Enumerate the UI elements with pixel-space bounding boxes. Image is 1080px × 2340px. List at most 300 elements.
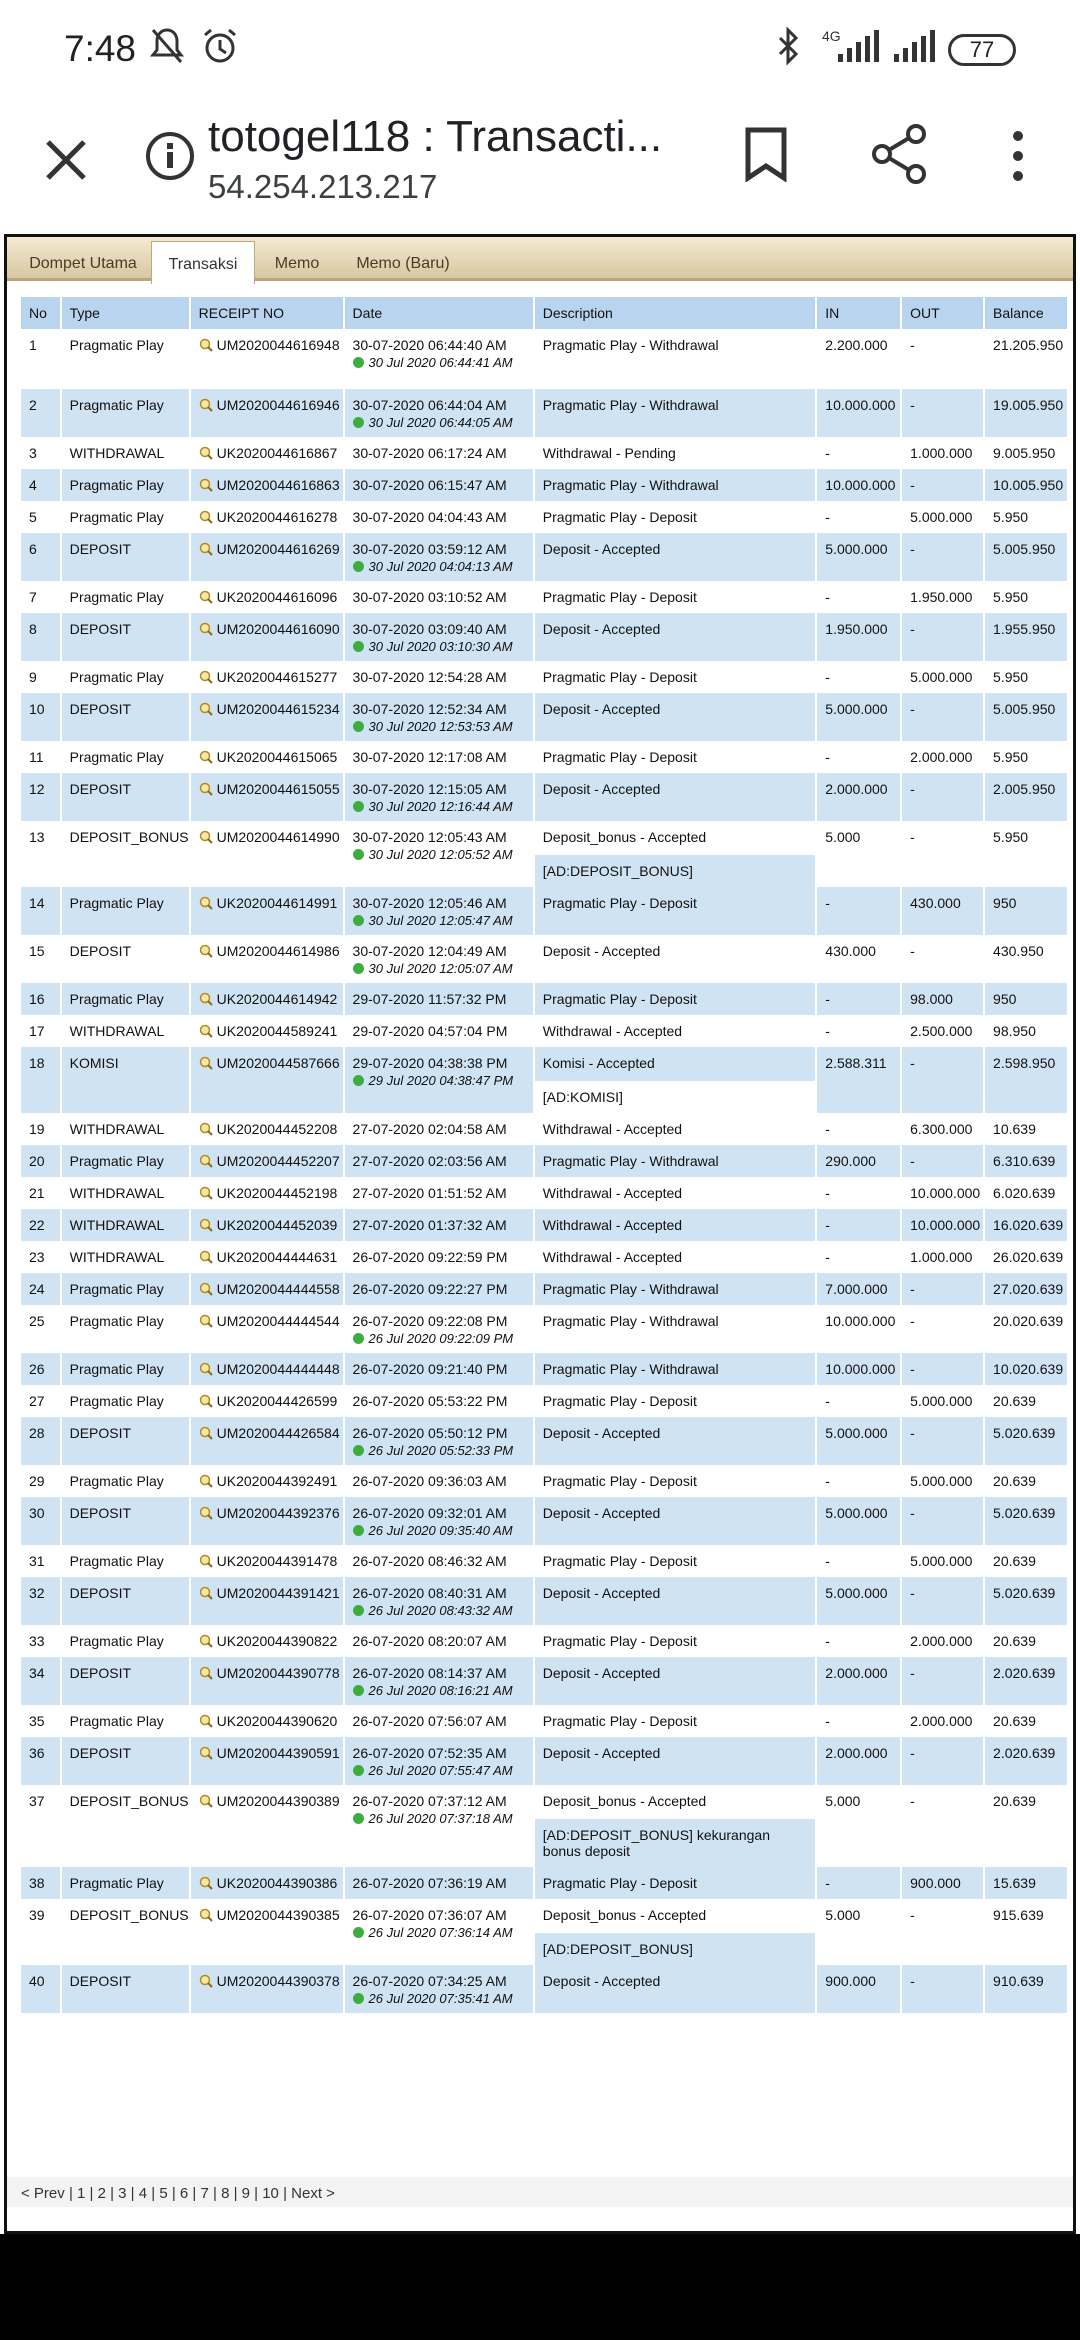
cell-date (344, 1497, 534, 1545)
processed-date-text: 26 Jul 2020 09:22:09 PM (368, 1331, 514, 1346)
receipt-no[interactable]: UM2020044452207 (216, 1153, 340, 1169)
tab-dompet-utama[interactable]: Dompet Utama (29, 255, 137, 272)
cell-balance: 5.020.639 (984, 1497, 1068, 1545)
cell-date (344, 1899, 534, 1965)
cell-balance: 5.020.639 (984, 1577, 1068, 1625)
receipt-no[interactable]: UM2020044615234 (216, 701, 340, 717)
receipt-no[interactable]: UM2020044391421 (216, 1585, 340, 1601)
table-row (21, 983, 1068, 1015)
cell-description (534, 661, 817, 693)
cell-out: - (901, 1785, 984, 1867)
cell-in: 2.000.000 (816, 773, 901, 821)
cell-type: Pragmatic Play (61, 1705, 190, 1737)
magnifier-icon[interactable] (199, 830, 213, 844)
cell-balance: 15.639 (984, 1867, 1068, 1899)
cell-in: - (816, 437, 901, 469)
status-dot-icon (353, 721, 364, 732)
receipt-no[interactable]: UK2020044452039 (216, 1217, 338, 1233)
magnifier-icon[interactable] (199, 1746, 213, 1760)
processed-date-text: 30 Jul 2020 12:16:44 AM (368, 799, 513, 814)
magnifier-icon[interactable] (199, 1876, 213, 1890)
magnifier-icon[interactable] (199, 1634, 213, 1648)
cell-in: - (816, 983, 901, 1015)
tab-bar (7, 237, 1073, 281)
cell-no: 37 (21, 1785, 61, 1867)
cell-type: Pragmatic Play (61, 1305, 190, 1353)
cell-out: 900.000 (901, 1867, 984, 1899)
cell-receipt[interactable] (190, 1385, 344, 1417)
cell-no: 4 (21, 469, 61, 501)
receipt-no[interactable]: UM2020044616948 (216, 337, 340, 353)
processed-date-text: 29 Jul 2020 04:38:47 PM (368, 1073, 514, 1088)
cell-receipt[interactable] (190, 533, 344, 581)
cell-type: DEPOSIT (61, 613, 190, 661)
cell-balance: 5.950 (984, 661, 1068, 693)
cell-type: DEPOSIT (61, 1497, 190, 1545)
magnifier-icon[interactable] (199, 1186, 213, 1200)
receipt-no[interactable]: UK2020044616278 (216, 509, 338, 525)
magnifier-icon[interactable] (199, 1794, 213, 1808)
cell-out: - (901, 1577, 984, 1625)
cell-receipt[interactable] (190, 469, 344, 501)
cell-in: 5.000 (816, 821, 901, 887)
receipt-no[interactable]: UK2020044452198 (216, 1185, 338, 1201)
cell-no: 7 (21, 581, 61, 613)
processed-date-text: 26 Jul 2020 05:52:33 PM (368, 1443, 514, 1458)
receipt-no[interactable]: UM2020044614986 (216, 943, 340, 959)
date: 30-07-2020 03:59:12 AM (352, 541, 507, 557)
cell-receipt[interactable] (190, 1209, 344, 1241)
status-time: 7:48 (64, 28, 137, 69)
cell-description (534, 1241, 817, 1273)
receipt-no[interactable]: UK2020044426599 (216, 1393, 338, 1409)
cell-in: 2.200.000 (816, 329, 901, 389)
date: 30-07-2020 03:09:40 AM (352, 621, 507, 637)
magnifier-icon[interactable] (199, 1666, 213, 1680)
cell-receipt[interactable] (190, 1241, 344, 1273)
table-row (21, 1545, 1068, 1577)
cell-receipt[interactable] (190, 1867, 344, 1899)
cell-receipt[interactable] (190, 1305, 344, 1353)
cell-receipt[interactable] (190, 1625, 344, 1657)
cell-in: 900.000 (816, 1965, 901, 2013)
cell-receipt[interactable] (190, 1145, 344, 1177)
processed-date (353, 559, 533, 574)
cell-no: 35 (21, 1705, 61, 1737)
magnifier-icon[interactable] (199, 1474, 213, 1488)
description: Pragmatic Play - Deposit (542, 1633, 697, 1649)
col-header-out: OUT (901, 297, 984, 329)
cell-balance: 19.005.950 (984, 389, 1068, 437)
page-link[interactable]: 6 (179, 2185, 189, 2202)
magnifier-icon[interactable] (199, 944, 213, 958)
cell-out: 430.000 (901, 887, 984, 935)
magnifier-icon[interactable] (199, 542, 213, 556)
cell-date (344, 1965, 534, 2013)
page-link[interactable]: 1 (77, 2185, 86, 2202)
prev-page-link[interactable]: < Prev (21, 2185, 65, 2202)
cell-out: - (901, 821, 984, 887)
receipt-no[interactable]: UM2020044390389 (216, 1793, 340, 1809)
status-dot-icon (353, 561, 364, 572)
tab-memo[interactable]: Memo (274, 255, 320, 272)
cell-in: - (816, 1625, 901, 1657)
cell-no: 26 (21, 1353, 61, 1385)
magnifier-icon[interactable] (199, 1394, 213, 1408)
cell-no: 21 (21, 1177, 61, 1209)
date: 29-07-2020 04:57:04 PM (352, 1023, 508, 1039)
magnifier-icon[interactable] (199, 446, 213, 460)
cell-description (534, 1737, 817, 1785)
cell-receipt[interactable] (190, 389, 344, 437)
magnifier-icon[interactable] (199, 1554, 213, 1568)
cell-date (344, 1273, 534, 1305)
page-url[interactable]: 54.254.213.217 (208, 168, 438, 205)
cell-no: 25 (21, 1305, 61, 1353)
bottom-area (0, 2234, 1080, 2340)
cell-receipt[interactable] (190, 887, 344, 935)
tab-memo-baru[interactable]: Memo (Baru) (356, 255, 450, 272)
receipt-no[interactable]: UK2020044391478 (216, 1553, 338, 1569)
description: Pragmatic Play - Deposit (542, 1553, 697, 1569)
cell-date (344, 613, 534, 661)
cell-out: - (901, 329, 984, 389)
date: 27-07-2020 02:04:58 AM (352, 1121, 507, 1137)
more-options-icon[interactable] (1010, 128, 1026, 184)
receipt-no[interactable]: UM2020044615055 (216, 781, 340, 797)
cell-out: - (901, 1965, 984, 2013)
network-type: 4G (822, 28, 841, 44)
status-dot-icon (353, 1605, 364, 1616)
processed-date-text: 26 Jul 2020 07:55:47 AM (368, 1763, 513, 1778)
table-row (21, 661, 1068, 693)
info-icon[interactable] (144, 130, 196, 182)
receipt-no[interactable]: UM2020044390378 (216, 1973, 340, 1989)
cell-receipt[interactable] (190, 1657, 344, 1705)
cell-no: 31 (21, 1545, 61, 1577)
cell-out: 1.000.000 (901, 437, 984, 469)
cell-receipt[interactable] (190, 1705, 344, 1737)
magnifier-icon[interactable] (199, 510, 213, 524)
page-link[interactable]: 10 (262, 2185, 279, 2202)
cell-balance: 910.639 (984, 1965, 1068, 2013)
cell-no: 33 (21, 1625, 61, 1657)
cell-no: 20 (21, 1145, 61, 1177)
cell-out: 98.000 (901, 983, 984, 1015)
magnifier-icon[interactable] (199, 896, 213, 910)
cell-receipt[interactable] (190, 1545, 344, 1577)
magnifier-icon[interactable] (199, 992, 213, 1006)
table-row (21, 1353, 1068, 1385)
processed-date-text: 26 Jul 2020 08:16:21 AM (368, 1683, 513, 1698)
cell-receipt[interactable] (190, 1273, 344, 1305)
processed-date-text: 30 Jul 2020 06:44:41 AM (368, 355, 513, 370)
cell-balance: 20.639 (984, 1625, 1068, 1657)
receipt-no[interactable]: UM2020044587666 (216, 1055, 340, 1071)
receipt-no[interactable]: UK2020044390822 (216, 1633, 338, 1649)
cell-type: DEPOSIT (61, 533, 190, 581)
cell-receipt[interactable] (190, 501, 344, 533)
magnifier-icon[interactable] (199, 338, 213, 352)
receipt-no[interactable]: UK2020044444631 (216, 1249, 338, 1265)
receipt-no[interactable]: UK2020044616867 (216, 445, 338, 461)
status-dot-icon (353, 1075, 364, 1086)
cell-out: - (901, 1737, 984, 1785)
date: 26-07-2020 09:22:27 PM (352, 1281, 508, 1297)
magnifier-icon[interactable] (199, 1122, 213, 1136)
magnifier-icon[interactable] (199, 1506, 213, 1520)
cell-receipt[interactable] (190, 983, 344, 1015)
cell-receipt[interactable] (190, 1899, 344, 1965)
table-row (21, 1145, 1068, 1177)
cell-receipt[interactable] (190, 1015, 344, 1047)
receipt-no[interactable]: UK2020044452208 (216, 1121, 338, 1137)
receipt-no[interactable]: UM2020044390778 (216, 1665, 340, 1681)
receipt-no[interactable]: UM2020044392376 (216, 1505, 340, 1521)
cell-out: 2.500.000 (901, 1015, 984, 1047)
receipt-no[interactable]: UK2020044589241 (216, 1023, 338, 1039)
battery-indicator (948, 34, 1016, 66)
receipt-no[interactable]: UK2020044392491 (216, 1473, 338, 1489)
receipt-no[interactable]: UM2020044614990 (216, 829, 340, 845)
magnifier-icon[interactable] (199, 1974, 213, 1988)
description-note: [AD:DEPOSIT_BONUS] (535, 1933, 818, 1965)
magnifier-icon[interactable] (199, 1586, 213, 1600)
date: 30-07-2020 12:05:43 AM (352, 829, 507, 845)
magnifier-icon[interactable] (199, 782, 213, 796)
cell-receipt[interactable] (190, 661, 344, 693)
status-dot-icon (353, 641, 364, 652)
cell-in: - (816, 661, 901, 693)
magnifier-icon[interactable] (199, 1250, 213, 1264)
cell-receipt[interactable] (190, 821, 344, 887)
table-row (21, 935, 1068, 983)
magnifier-icon[interactable] (199, 670, 213, 684)
page-link[interactable]: 9 (241, 2185, 250, 2202)
cell-date (344, 1047, 534, 1113)
cell-type: Pragmatic Play (61, 983, 190, 1015)
receipt-no[interactable]: UM2020044616269 (216, 541, 340, 557)
cell-receipt[interactable] (190, 1737, 344, 1785)
close-icon[interactable] (40, 134, 92, 186)
cell-in: - (816, 1465, 901, 1497)
cell-receipt[interactable] (190, 581, 344, 613)
cell-date (344, 581, 534, 613)
next-page-link[interactable]: Next > (291, 2185, 335, 2202)
cell-type: Pragmatic Play (61, 1545, 190, 1577)
processed-date (353, 1763, 533, 1778)
cell-receipt[interactable] (190, 1353, 344, 1385)
table-header (21, 297, 1068, 329)
tab-transaksi[interactable]: Transaksi (151, 241, 255, 284)
processed-date (353, 1073, 533, 1088)
cell-balance: 20.020.639 (984, 1305, 1068, 1353)
magnifier-icon[interactable] (199, 590, 213, 604)
description: Komisi - Accepted (542, 1055, 655, 1071)
cell-in: 5.000 (816, 1899, 901, 1965)
processed-date (353, 1331, 533, 1346)
receipt-no[interactable]: UK2020044390620 (216, 1713, 338, 1729)
cell-description (534, 773, 817, 821)
cell-balance: 20.639 (984, 1385, 1068, 1417)
date: 27-07-2020 01:37:32 AM (352, 1217, 507, 1233)
cell-receipt[interactable] (190, 1113, 344, 1145)
date: 30-07-2020 06:44:04 AM (352, 397, 507, 413)
cell-receipt[interactable] (190, 329, 344, 389)
cell-receipt[interactable] (190, 741, 344, 773)
page-link[interactable]: 3 (118, 2185, 127, 2202)
description: Deposit - Accepted (542, 701, 661, 717)
cell-balance: 950 (984, 887, 1068, 935)
cell-no: 15 (21, 935, 61, 983)
page-title: totogel118 : Transacti... (208, 112, 663, 161)
cell-in: 5.000 (816, 1785, 901, 1867)
cell-out: - (901, 613, 984, 661)
receipt-no[interactable]: UM2020044616946 (216, 397, 340, 413)
receipt-no[interactable]: UK2020044615277 (216, 669, 338, 685)
col-header-description: Description (534, 297, 817, 329)
cell-no: 13 (21, 821, 61, 887)
description: Withdrawal - Accepted (542, 1185, 683, 1201)
magnifier-icon[interactable] (199, 702, 213, 716)
cell-in: - (816, 1545, 901, 1577)
receipt-no[interactable]: UM2020044616090 (216, 621, 340, 637)
cell-type: Pragmatic Play (61, 389, 190, 437)
cell-no: 17 (21, 1015, 61, 1047)
cell-date (344, 1305, 534, 1353)
cell-receipt[interactable] (190, 1497, 344, 1545)
cell-receipt[interactable] (190, 1577, 344, 1625)
date: 26-07-2020 09:21:40 PM (352, 1361, 508, 1377)
magnifier-icon[interactable] (199, 622, 213, 636)
status-dot-icon (353, 357, 364, 368)
status-dot-icon (353, 963, 364, 974)
cell-in: 10.000.000 (816, 389, 901, 437)
table-row (21, 1385, 1068, 1417)
cell-receipt[interactable] (190, 935, 344, 983)
magnifier-icon[interactable] (199, 1024, 213, 1038)
description: Pragmatic Play - Deposit (542, 895, 697, 911)
receipt-no[interactable]: UM2020044426584 (216, 1425, 340, 1441)
page-link[interactable]: 7 (200, 2185, 209, 2202)
receipt-no[interactable]: UM2020044444544 (216, 1313, 340, 1329)
processed-date-text: 30 Jul 2020 12:05:52 AM (368, 847, 513, 862)
processed-date (353, 961, 533, 976)
magnifier-icon[interactable] (199, 398, 213, 412)
cell-receipt[interactable] (190, 693, 344, 741)
cell-out: - (901, 1305, 984, 1353)
description: Pragmatic Play - Withdrawal (542, 1153, 719, 1169)
magnifier-icon[interactable] (199, 1362, 213, 1376)
cell-description (534, 1657, 817, 1705)
cell-date (344, 661, 534, 693)
table-row (21, 1737, 1068, 1785)
receipt-no[interactable]: UM2020044390385 (216, 1907, 340, 1923)
cell-balance: 5.950 (984, 501, 1068, 533)
cell-no: 14 (21, 887, 61, 935)
receipt-no[interactable]: UK2020044615065 (216, 749, 338, 765)
receipt-no[interactable]: UK2020044616096 (216, 589, 338, 605)
cell-description (534, 1209, 817, 1241)
cell-receipt[interactable] (190, 1047, 344, 1113)
cell-receipt[interactable] (190, 1177, 344, 1209)
date: 26-07-2020 07:56:07 AM (352, 1713, 507, 1729)
cell-in: - (816, 1867, 901, 1899)
cell-balance: 20.639 (984, 1465, 1068, 1497)
magnifier-icon[interactable] (199, 750, 213, 764)
cell-date (344, 1145, 534, 1177)
cell-receipt[interactable] (190, 437, 344, 469)
page-link[interactable]: 4 (138, 2185, 148, 2202)
cell-type: Pragmatic Play (61, 1273, 190, 1305)
date: 29-07-2020 04:38:38 PM (352, 1055, 508, 1071)
cell-receipt[interactable] (190, 1785, 344, 1867)
cell-out: 2.000.000 (901, 1705, 984, 1737)
magnifier-icon[interactable] (199, 478, 213, 492)
description: Deposit - Accepted (542, 1973, 661, 1989)
bookmark-icon[interactable] (744, 126, 788, 182)
cell-receipt[interactable] (190, 773, 344, 821)
share-icon[interactable] (870, 124, 928, 184)
cell-description (534, 1113, 817, 1145)
receipt-no[interactable]: UK2020044614991 (216, 895, 338, 911)
receipt-no[interactable]: UK2020044390386 (216, 1875, 338, 1891)
cell-description (534, 1785, 817, 1867)
cell-date (344, 389, 534, 437)
cell-no: 6 (21, 533, 61, 581)
signal-icon (836, 30, 880, 64)
cell-out: 5.000.000 (901, 661, 984, 693)
description: Pragmatic Play - Withdrawal (542, 477, 719, 493)
receipt-no[interactable]: UK2020044614942 (216, 991, 338, 1007)
cell-receipt[interactable] (190, 1965, 344, 2013)
page-link[interactable]: 5 (159, 2185, 168, 2202)
description: Deposit - Accepted (542, 781, 661, 797)
page-link[interactable]: 8 (221, 2185, 230, 2202)
receipt-no[interactable]: UM2020044444558 (216, 1281, 340, 1297)
magnifier-icon[interactable] (199, 1154, 213, 1168)
cell-description (534, 693, 817, 741)
magnifier-icon[interactable] (199, 1314, 213, 1328)
cell-balance: 5.950 (984, 821, 1068, 887)
receipt-no[interactable]: UM2020044444448 (216, 1361, 340, 1377)
magnifier-icon[interactable] (199, 1426, 213, 1440)
magnifier-icon[interactable] (199, 1056, 213, 1070)
date: 30-07-2020 12:04:49 AM (352, 943, 507, 959)
magnifier-icon[interactable] (199, 1282, 213, 1296)
page-link[interactable]: 2 (97, 2185, 106, 2202)
cell-receipt[interactable] (190, 1465, 344, 1497)
date: 26-07-2020 07:36:07 AM (352, 1907, 507, 1923)
magnifier-icon[interactable] (199, 1908, 213, 1922)
cell-date (344, 1705, 534, 1737)
cell-balance: 10.639 (984, 1113, 1068, 1145)
magnifier-icon[interactable] (199, 1714, 213, 1728)
table-row (21, 1785, 1068, 1867)
receipt-no[interactable]: UM2020044390591 (216, 1745, 340, 1761)
table-row (21, 1965, 1068, 2013)
cell-receipt[interactable] (190, 613, 344, 661)
cell-type: DEPOSIT (61, 1965, 190, 2013)
description: Deposit_bonus - Accepted (542, 1793, 707, 1809)
receipt-no[interactable]: UM2020044616863 (216, 477, 340, 493)
date: 26-07-2020 07:52:35 AM (352, 1745, 507, 1761)
cell-receipt[interactable] (190, 1417, 344, 1465)
cell-out: 6.300.000 (901, 1113, 984, 1145)
cell-no: 9 (21, 661, 61, 693)
magnifier-icon[interactable] (199, 1218, 213, 1232)
date: 26-07-2020 09:36:03 AM (352, 1473, 507, 1489)
